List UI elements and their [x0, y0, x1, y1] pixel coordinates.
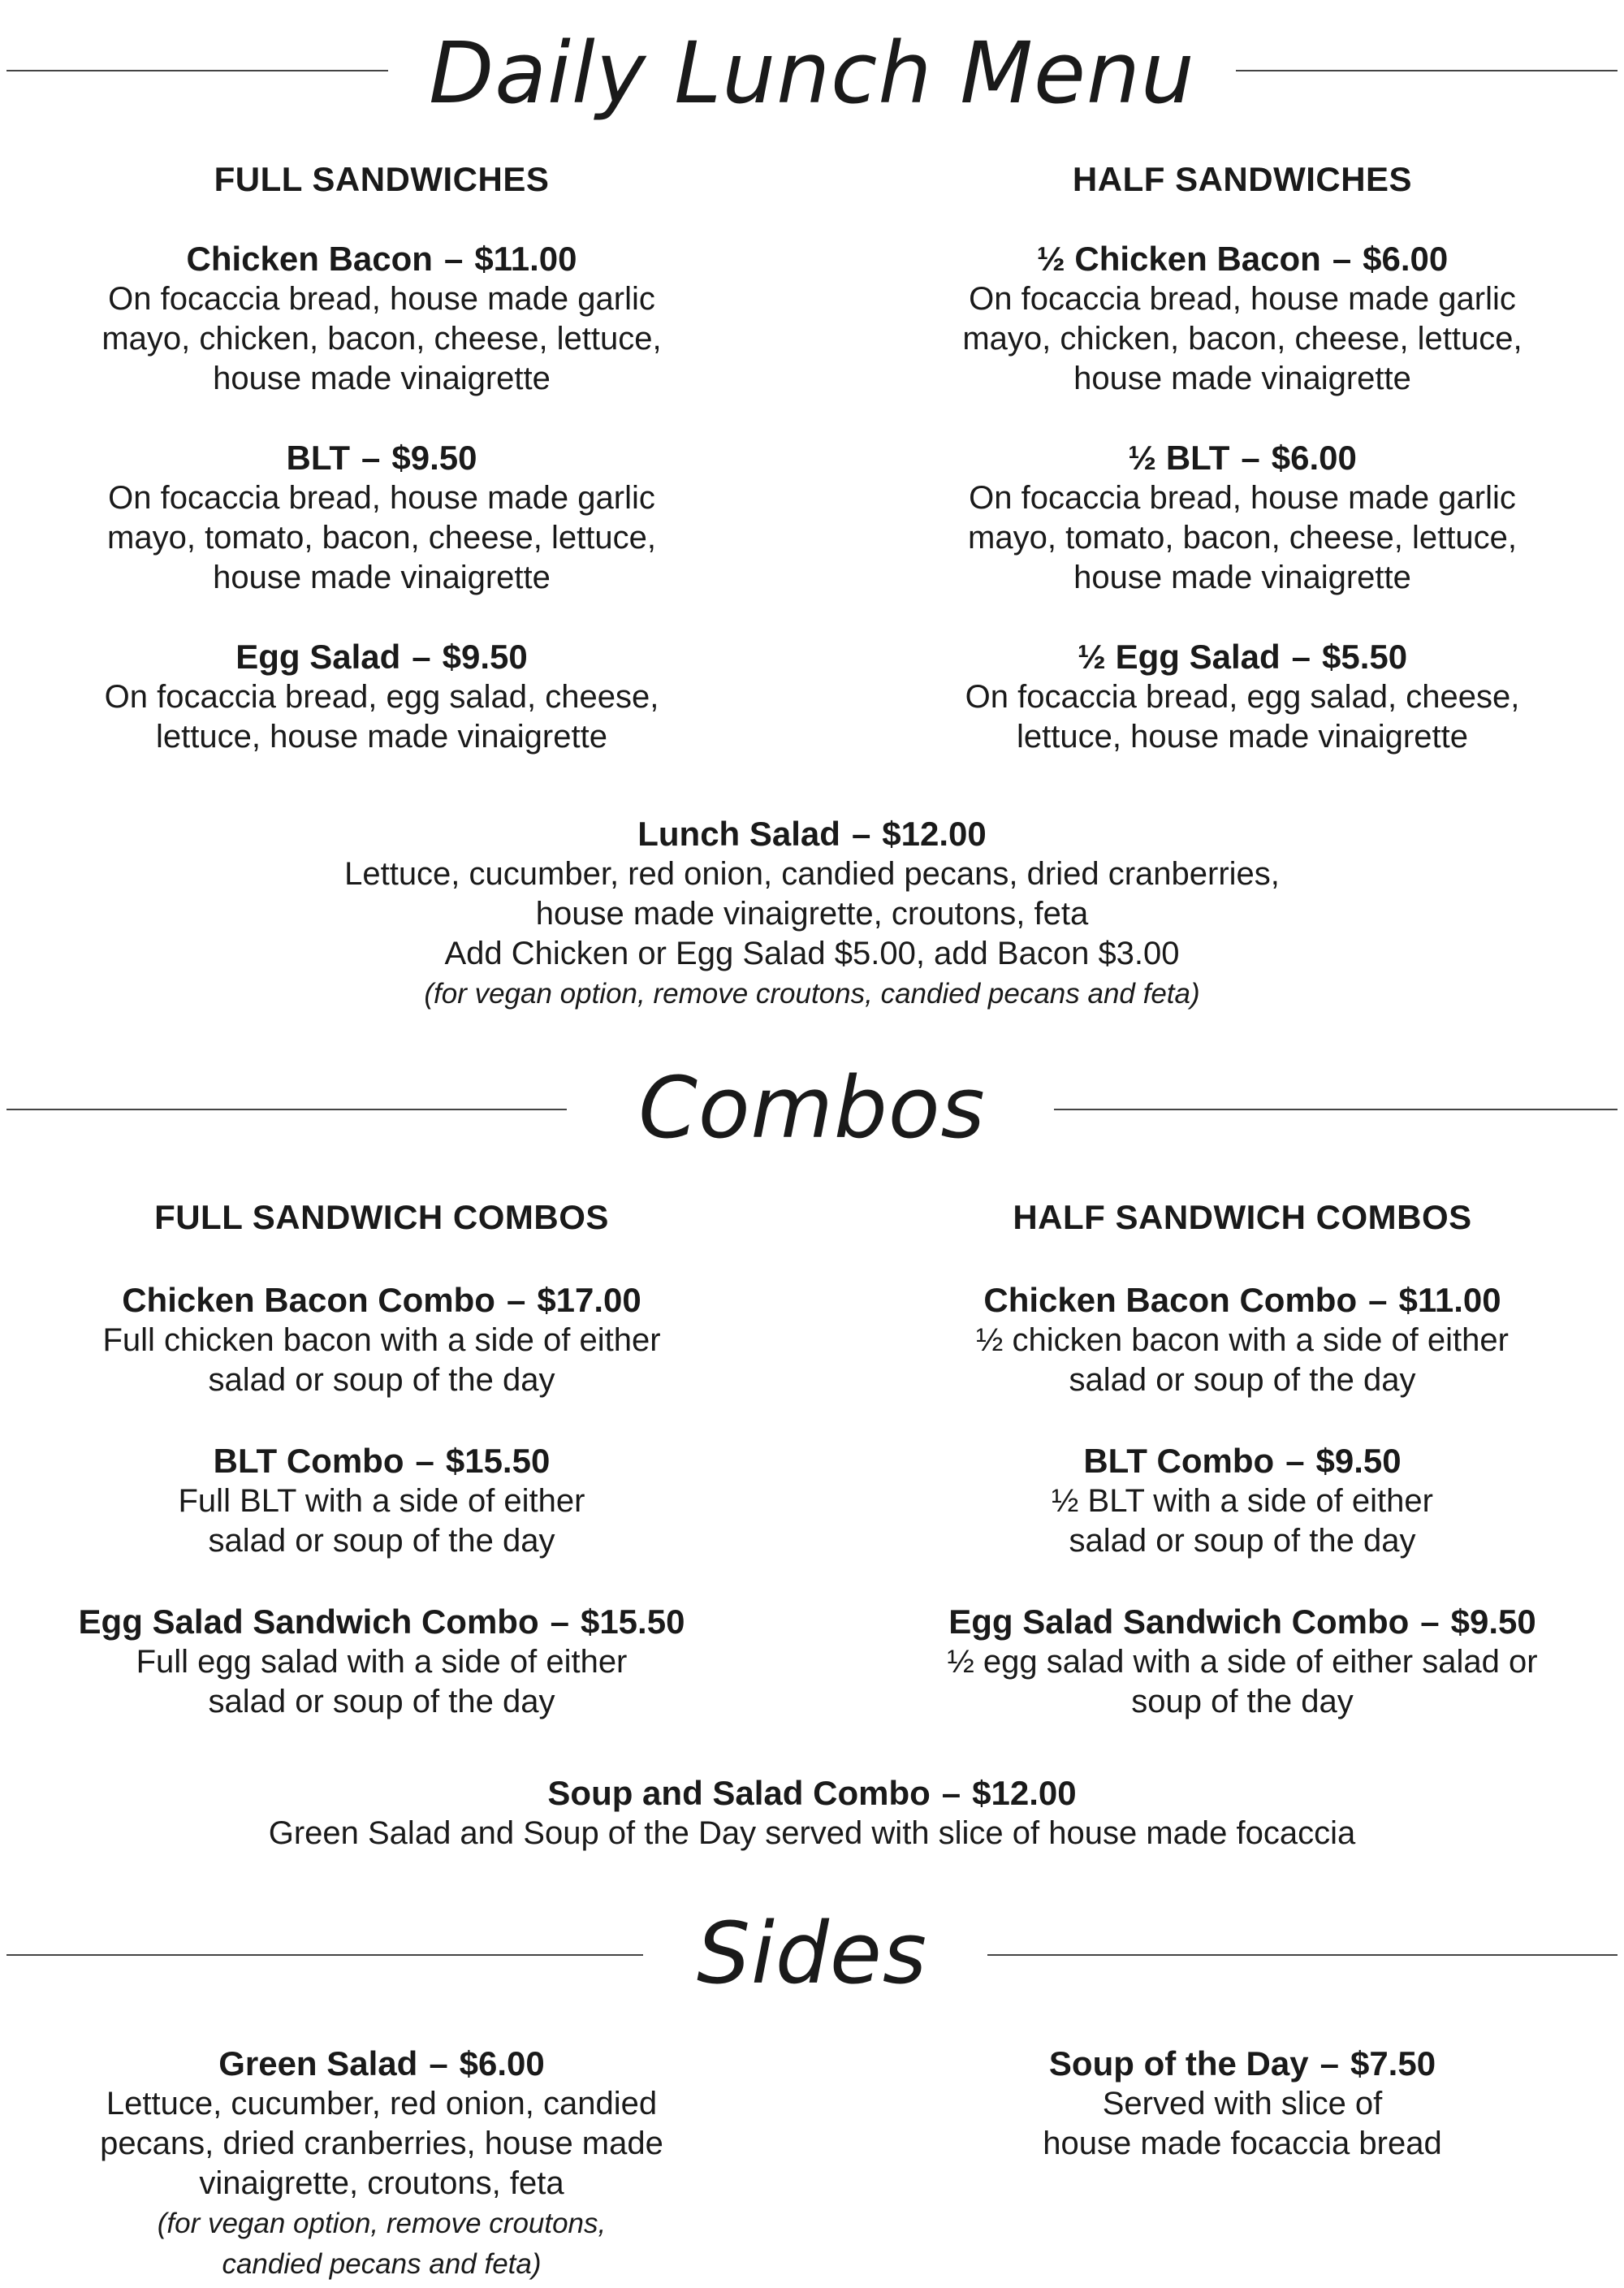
- item-description: On focaccia bread, house made garlic mayo, chicken, bacon, cheese, lettuce, house made vinaigrette: [962, 281, 1522, 396]
- item-name: Soup of the Day: [1048, 2044, 1309, 2083]
- item-name: Soup and Salad Combo: [547, 1774, 931, 1812]
- item-name-line: Egg Salad Sandwich Combo – $9.50: [948, 1602, 1536, 1641]
- item-name-line: Egg Salad – $9.50: [235, 638, 528, 676]
- item-name-line: BLT – $9.50: [286, 439, 477, 477]
- item-name-line: ½ Chicken Bacon – $6.00: [1036, 240, 1449, 278]
- item-name: Egg Salad: [235, 638, 401, 676]
- item-name-line: BLT Combo – $9.50: [1083, 1442, 1402, 1480]
- item-name-line: Soup of the Day – $7.50: [1048, 2044, 1436, 2083]
- item-price: $9.50: [442, 638, 528, 676]
- item-price: $15.50: [445, 1442, 551, 1480]
- page-title: Daily Lunch Menu: [429, 24, 1195, 123]
- item-name: ½ BLT: [1128, 439, 1230, 477]
- half-combos-column: [893, 1197, 1592, 1722]
- item-description: Lettuce, cucumber, red onion, candied pecans, dried cranberries, house made vinaigrette, croutons, feta: [100, 2086, 663, 2201]
- item-name-line: Chicken Bacon Combo – $17.00: [122, 1281, 641, 1319]
- item-description: ½ egg salad with a side of either salad or soup of the day: [947, 1644, 1538, 1719]
- menu-item: [32, 1441, 731, 1561]
- menu-item: [893, 239, 1592, 399]
- menu-item: [32, 1602, 731, 1722]
- item-name-line: Egg Salad Sandwich Combo – $15.50: [78, 1602, 685, 1641]
- sides-title: Sides: [696, 1904, 928, 2003]
- item-name: BLT Combo: [1083, 1442, 1275, 1480]
- item-description: Full egg salad with a side of either salad or soup of the day: [136, 1644, 628, 1719]
- menu-item: [32, 438, 731, 598]
- item-price: $11.00: [1398, 1281, 1501, 1319]
- item-description: Lettuce, cucumber, red onion, candied pecans, dried cranberries, house made vinaigrette, croutons, feta Add Chicken or Egg Salad $5.00, add Bacon $3.00: [344, 856, 1280, 971]
- item-name: Chicken Bacon Combo: [122, 1281, 495, 1319]
- item-name-line: ½ BLT – $6.00: [1128, 439, 1357, 477]
- menu-item: [893, 637, 1592, 757]
- item-description: On focaccia bread, house made garlic mayo, tomato, bacon, cheese, lettuce, house made vinaigrette: [968, 480, 1517, 595]
- half-sandwiches-heading: HALF SANDWICHES: [1072, 160, 1413, 198]
- menu-item: [893, 1441, 1592, 1561]
- full-combos-heading: FULL SANDWICH COMBOS: [154, 1198, 609, 1236]
- item-price: $17.00: [537, 1281, 641, 1319]
- item-price: $12.00: [882, 815, 987, 853]
- item-price: $9.50: [391, 439, 477, 477]
- item-price: $6.00: [1271, 439, 1357, 477]
- menu-item: [32, 637, 731, 757]
- item-name: Chicken Bacon Combo: [983, 1281, 1358, 1319]
- soup-salad-combo-item: [162, 1773, 1462, 1853]
- item-price: $12.00: [972, 1774, 1077, 1812]
- item-name-line: Lunch Salad – $12.00: [637, 815, 987, 853]
- item-description: Green Salad and Soup of the Day served with slice of house made focaccia: [268, 1815, 1356, 1851]
- item-description: On focaccia bread, egg salad, cheese, lettuce, house made vinaigrette: [104, 679, 659, 755]
- soup-of-the-day-item: [893, 2044, 1592, 2164]
- item-description: Served with slice of house made focaccia bread: [1043, 2086, 1442, 2161]
- item-name: ½ Egg Salad: [1077, 638, 1281, 676]
- item-price: $5.50: [1322, 638, 1408, 676]
- menu-item: [893, 1280, 1592, 1400]
- item-name: BLT Combo: [213, 1442, 404, 1480]
- item-name-line: Chicken Bacon Combo – $11.00: [983, 1281, 1501, 1319]
- item-name: Green Salad: [218, 2044, 418, 2083]
- green-salad-item: [32, 2044, 731, 2285]
- item-name: Lunch Salad: [637, 815, 840, 853]
- full-combos-column: [32, 1197, 731, 1722]
- menu-item: [893, 1602, 1592, 1722]
- item-price: $9.50: [1450, 1602, 1536, 1641]
- menu-item: [893, 438, 1592, 598]
- vegan-note: (for vegan option, remove croutons, candied pecans and feta): [157, 2208, 607, 2280]
- item-name-line: ½ Egg Salad – $5.50: [1077, 638, 1408, 676]
- item-price: $11.00: [474, 240, 577, 278]
- sides-rule-right: [987, 1954, 1618, 1956]
- vegan-note: (for vegan option, remove croutons, candied pecans and feta): [424, 978, 1200, 1010]
- combos-rule-right: [1054, 1109, 1618, 1110]
- item-name: BLT: [286, 439, 351, 477]
- item-name-line: Soup and Salad Combo – $12.00: [547, 1774, 1077, 1812]
- full-sandwiches-column: [32, 159, 731, 757]
- lunch-salad-item: [162, 814, 1462, 1014]
- item-name: ½ Chicken Bacon: [1036, 240, 1321, 278]
- item-description: Full BLT with a side of either salad or soup of the day: [178, 1483, 585, 1559]
- item-price: $6.00: [1363, 240, 1449, 278]
- menu-item: [32, 1280, 731, 1400]
- item-description: Full chicken bacon with a side of either salad or soup of the day: [102, 1322, 661, 1398]
- item-name-line: BLT Combo – $15.50: [213, 1442, 551, 1480]
- item-name-line: Chicken Bacon – $11.00: [186, 240, 577, 278]
- item-price: $15.50: [580, 1602, 685, 1641]
- item-description: ½ BLT with a side of either salad or soup of the day: [1052, 1483, 1433, 1559]
- item-description: ½ chicken bacon with a side of either salad or soup of the day: [976, 1322, 1509, 1398]
- item-description: On focaccia bread, egg salad, cheese, lettuce, house made vinaigrette: [965, 679, 1520, 755]
- item-price: $7.50: [1350, 2044, 1436, 2083]
- item-description: On focaccia bread, house made garlic mayo, chicken, bacon, cheese, lettuce, house made vinaigrette: [102, 281, 662, 396]
- item-name: Egg Salad Sandwich Combo: [78, 1602, 539, 1641]
- title-rule-right: [1236, 70, 1618, 71]
- menu-item: [32, 239, 731, 399]
- combos-title: Combos: [638, 1058, 986, 1157]
- item-name-line: Green Salad – $6.00: [218, 2044, 545, 2083]
- half-combos-heading: HALF SANDWICH COMBOS: [1013, 1198, 1472, 1236]
- item-description: On focaccia bread, house made garlic mayo, tomato, bacon, cheese, lettuce, house made vinaigrette: [107, 480, 656, 595]
- half-sandwiches-column: [893, 159, 1592, 757]
- full-sandwiches-heading: FULL SANDWICHES: [214, 160, 550, 198]
- item-name: Chicken Bacon: [186, 240, 433, 278]
- item-name: Egg Salad Sandwich Combo: [948, 1602, 1410, 1641]
- item-price: $9.50: [1315, 1442, 1402, 1480]
- item-price: $6.00: [459, 2044, 545, 2083]
